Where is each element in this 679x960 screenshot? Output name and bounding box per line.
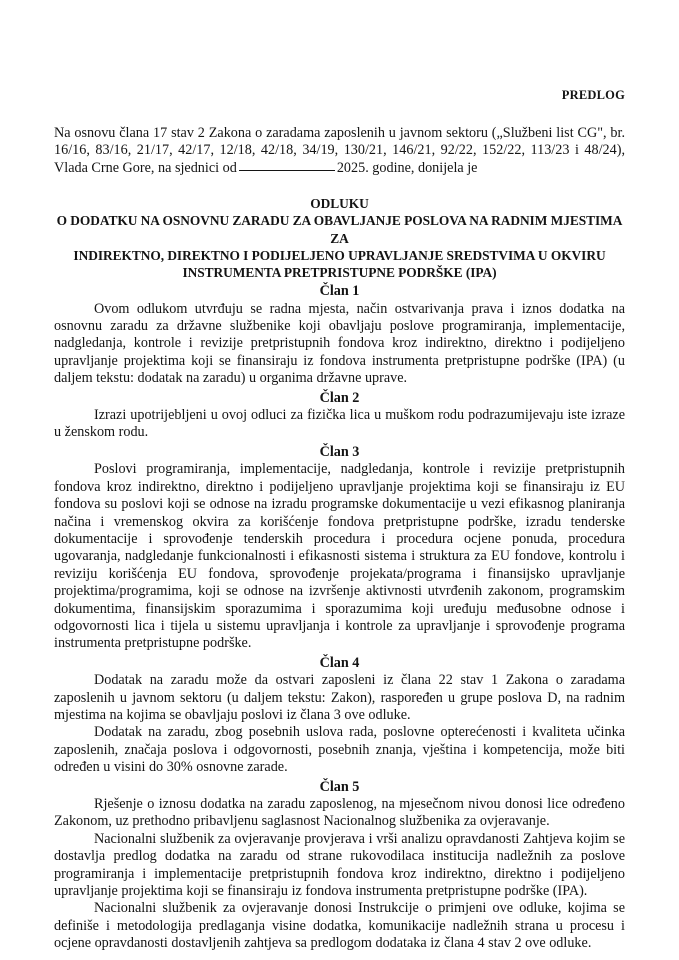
article-1-heading: Član 1 <box>319 283 360 300</box>
article-3-paragraph-1: Poslovi programiranja, implementacije, nadgledanja, kontrole i revizije pretpristupnih fondova kroz indirektno, direktno i podijeljeno upravljanje projektima koji se finansiraju iz EU fondova su poslovi koji se odnose na izradu programske dokumentacije u vezi efikasnog planiranja načina i vremenskog okvira za korišćenje fondova pretpristupne podrške, izradu tenderske dokumentacije i sprovođenje tenderskih procedura i procedura ocjene ponuda, procedura ugovaranja, nadgledanje funkcionalnosti i efikasnosti sistema i struktura za EU fondove, kontrolu i reviziju korišćenja EU fondova, sprovođenje projekata/programa i finansijsko upravljanje projektima/programima, koji se odnose na izvršenje aktivnosti utvrđenih zakonom, programskim dokumentima, finansijskim sporazumima i sporazumima koji uređuju međusobne odnose i odgovornosti lica i tijela u sistemu upravljanja i kontrole za upravljanje i sprovođenje programa instrumenta pretpristupne podrške. <box>54 461 625 652</box>
article-4 <box>54 653 625 777</box>
article-2 <box>54 388 625 442</box>
article-1 <box>54 281 625 387</box>
article-1-paragraph-1: Ovom odlukom utvrđuju se radna mjesta, način ostvarivanja prava i iznos dodatka na osnovnu zaradu za državne službenike koji obavljaju poslove programiranja, implementacije, nadgledanja, kontrole i revizije pretpristupnih fondova kroz indirektno, direktno i podijeljeno upravljanje projektima koji se finansiraju iz fondova instrumenta pretpristupne podrške (IPA) (u daljem tekstu: dodatak na zaradu) u organima državne uprave. <box>54 300 625 387</box>
article-4-paragraph-2: Dodatak na zaradu, zbog posebnih uslova rada, poslovne opterećenosti i kvaliteta učinka zaposlenih, značaja poslova i odgovornosti, posebnih znanja, vještina i kompetencija, može biti određen u visini do 30% osnovne zarade. <box>54 724 625 776</box>
article-4-paragraph-1: Dodatak na zaradu može da ostvari zaposleni iz člana 22 stav 1 Zakona o zaradama zaposlenih u javnom sektoru (u daljem tekstu: Zakon), raspoređen u grupe poslova D, na radnim mjestima na kojima se obavljaju poslovi iz člana 3 ove odluke. <box>54 672 625 723</box>
decision-title-line-1: O DODATKU NA OSNOVNU ZARADU ZA OBAVLJANJE POSLOVA NA RADNIM MJESTIMA ZA <box>56 213 623 246</box>
preamble-text-part1: Na osnovu člana 17 stav 2 Zakona o zaradama zaposlenih u javnom sektoru („Službeni list CG", br. 16/16, 83/16, 21/17, 42/17, 12/18, 42/18, 34/19, 130/21, 146/21, 92/22, 152/22, 113/23 i 48/24), Vlada Crne Gore, na sjednici od <box>54 125 625 176</box>
article-3 <box>54 442 625 653</box>
article-5-paragraph-3: Nacionalni službenik za ovjeravanje donosi Instrukcije o primjeni ove odluke, kojima se definiše i metodologija predlaganja visine dodatka, komunikacije nadležnih strana u procesu i ocjene opravdanosti dostavljenih zahtjeva sa predlogom dodataka iz člana 4 stav 2 ove odluke. <box>54 900 625 952</box>
article-2-heading: Član 2 <box>319 389 360 406</box>
article-2-paragraph-1: Izrazi upotrijebljeni u ovoj odluci za fizička lica u muškom rodu podrazumijevaju iste izraze u ženskom rodu. <box>54 407 625 441</box>
article-5 <box>54 777 625 953</box>
document-content <box>54 0 625 953</box>
preamble-paragraph <box>54 103 625 177</box>
decision-title-block <box>54 177 625 281</box>
decision-title-line-2: INDIREKTNO, DIREKTNO I PODIJELJENO UPRAVLJANJE SREDSTVIMA U OKVIRU <box>73 247 606 263</box>
article-5-paragraph-1: Rješenje o iznosu dodatka na zaradu zaposlenog, na mjesečnom nivou donosi lice određeno Zakonom, uz prethodno pribavljenu saglasnost Nacionalnog službenika za ovjeravanje. <box>54 796 625 830</box>
preamble-text-part2: 2025. godine, donijela je <box>336 159 478 176</box>
article-4-heading: Član 4 <box>319 654 360 671</box>
date-blank-field[interactable] <box>239 170 335 171</box>
decision-title-line-3: INSTRUMENTA PRETPRISTUPNE PODRŠKE (IPA) <box>182 265 497 281</box>
article-3-heading: Član 3 <box>319 443 360 460</box>
article-5-heading: Član 5 <box>319 778 360 795</box>
document-header-label: PREDLOG <box>561 88 625 102</box>
decision-kind: ODLUKU <box>310 196 369 212</box>
article-5-paragraph-2: Nacionalni službenik za ovjeravanje provjerava i vrši analizu opravdanosti Zahtjeva kojim se dostavlja predlog dodatka na zaradu od strane rukovodilaca institucija nadležnih za poslove programiranja i implementacije pretpristupnih fondova kroz indirektno, direktno i podijeljeno upravljanje projektima koji se finansiraju iz fondova instrumenta pretpristupne podrške (IPA). <box>54 830 625 900</box>
